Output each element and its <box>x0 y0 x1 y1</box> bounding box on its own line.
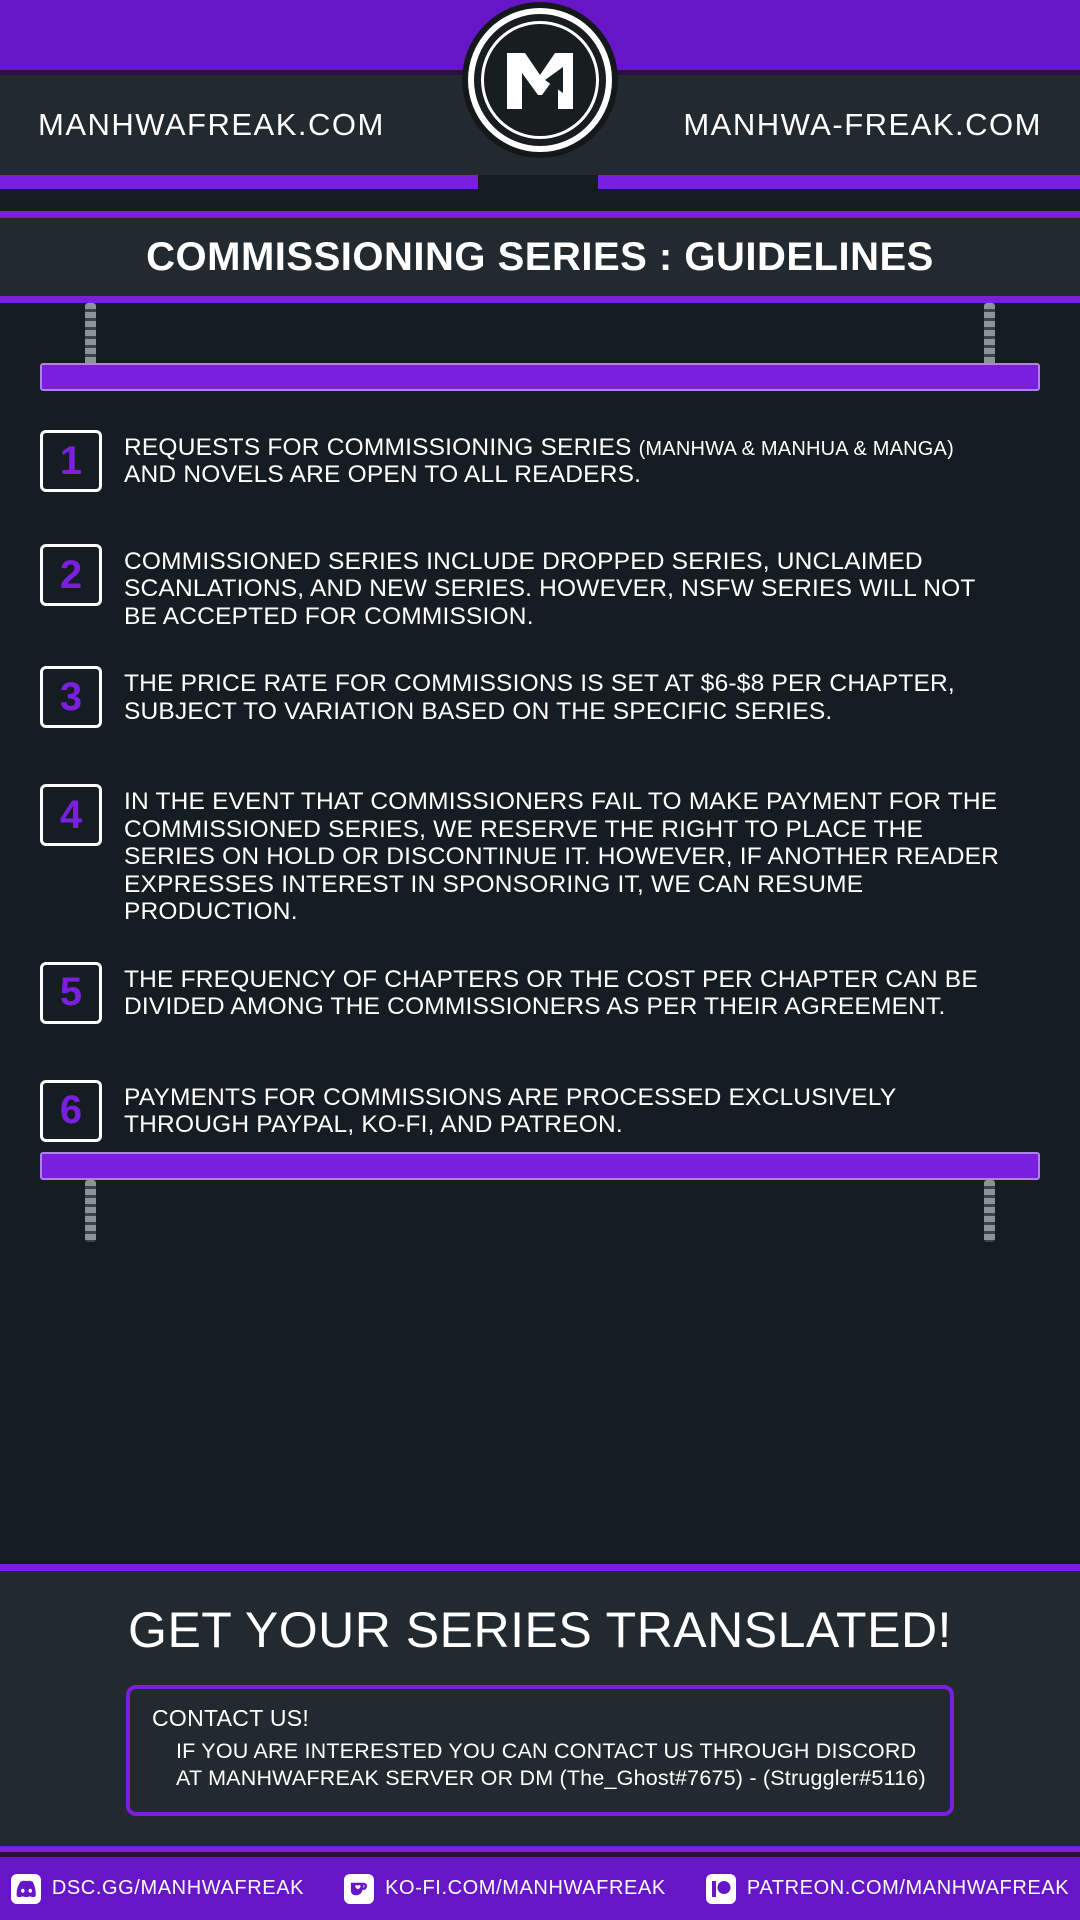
rule-text-paren: (MANHWA & MANHUA & MANGA) <box>638 438 954 460</box>
list-item <box>40 666 1040 728</box>
rule-text: THE FREQUENCY OF CHAPTERS OR THE COST PER CHAPTER CAN BE DIVIDED AMONG THE COMMISSIONERS AS PER THEIR AGREEMENT. <box>124 965 978 1020</box>
social-label-patreon: PATREON.COM/MANHWAFREAK <box>746 1877 1070 1899</box>
rule-text: COMMISSIONED SERIES INCLUDE DROPPED SERIES, UNCLAIMED SCANLATIONS, AND NEW SERIES. HOWEVER, NSFW SERIES WILL NOT BE ACCEPTED FOR COMMISSION. <box>124 548 976 630</box>
list-item <box>40 544 1040 630</box>
rule-text-lead: REQUESTS FOR COMMISSIONING SERIES <box>124 434 639 461</box>
guidelines-title-bar <box>0 211 1080 303</box>
contact-box <box>126 1685 954 1816</box>
underline-bar-right <box>598 175 1080 189</box>
rule-text: PAYMENTS FOR COMMISSIONS ARE PROCESSED EXCLUSIVELY THROUGH PAYPAL, KO-FI, AND PATREON. <box>124 1083 896 1138</box>
chain-right-icon <box>984 303 995 365</box>
list-item <box>40 430 1040 492</box>
footer-section <box>0 1564 1080 1846</box>
hanging-sign-top <box>40 303 1040 408</box>
header-underline-bars <box>0 175 1080 189</box>
footer-heading: GET YOUR SERIES TRANSLATED! <box>128 1602 952 1659</box>
chain-right-icon <box>984 1180 995 1242</box>
guidelines-content <box>0 303 1080 1564</box>
page-title: COMMISSIONING SERIES : GUIDELINES <box>146 234 934 279</box>
rule-text: IN THE EVENT THAT COMMISSIONERS FAIL TO MAKE PAYMENT FOR THE COMMISSIONED SERIES, WE RESERVE THE RIGHT TO PLACE THE SERIES ON HOLD OR DISCONTINUE IT. HOWEVER, IF ANOTHER READER EXPRESSES INTEREST IN SPONSORING IT, WE CAN RESUME PRODUCTION. <box>124 788 1000 926</box>
list-item <box>40 784 1040 925</box>
rules-list <box>40 408 1040 1142</box>
social-label-kofi: KO-FI.COM/MANHWAFREAK <box>385 1877 666 1899</box>
social-label-discord: DSC.GG/MANHWAFREAK <box>51 1877 305 1899</box>
discord-icon <box>11 1874 41 1904</box>
rule-text <box>124 430 1004 489</box>
social-link-discord[interactable] <box>11 1874 304 1904</box>
chain-left-icon <box>85 1180 96 1242</box>
divider-bar-top <box>40 363 1040 391</box>
hanging-sign-bottom <box>40 1152 1040 1257</box>
rule-text: THE PRICE RATE FOR COMMISSIONS IS SET AT $6-$8 PER CHAPTER, SUBJECT TO VARIATION BASED ON THE SPECIFIC SERIES. <box>124 670 955 725</box>
rule-number: 6 <box>40 1080 102 1142</box>
underline-bar-gap <box>478 175 598 189</box>
manhwafreak-logo <box>468 8 612 152</box>
contact-line-1: IF YOU ARE INTERESTED YOU CAN CONTACT US THROUGH DISCORD <box>176 1739 917 1764</box>
rule-number: 5 <box>40 962 102 1024</box>
rule-number: 4 <box>40 784 102 846</box>
contact-line-2: AT MANHWAFREAK SERVER OR DM (The_Ghost#7675) - (Struggler#5116) <box>176 1766 926 1791</box>
social-links-bar <box>0 1852 1080 1920</box>
logo-inner-ring <box>481 21 599 139</box>
patreon-icon <box>706 1874 736 1904</box>
social-link-patreon[interactable] <box>706 1874 1069 1904</box>
underline-bar-left <box>0 175 478 189</box>
rule-number: 1 <box>40 430 102 492</box>
site-name-left: MANHWAFREAK.COM <box>38 107 385 142</box>
divider-bar-bottom <box>40 1152 1040 1180</box>
chain-left-icon <box>85 303 96 365</box>
rule-number: 3 <box>40 666 102 728</box>
social-link-kofi[interactable] <box>344 1874 666 1904</box>
list-item <box>40 1080 1040 1142</box>
list-item <box>40 962 1040 1024</box>
rule-text-tail: AND NOVELS ARE OPEN TO ALL READERS. <box>124 461 642 489</box>
m-logo-icon <box>501 45 579 115</box>
rule-number: 2 <box>40 544 102 606</box>
site-name-right: MANHWA-FREAK.COM <box>683 107 1042 142</box>
kofi-icon <box>344 1874 374 1904</box>
contact-title: CONTACT US! <box>152 1705 310 1732</box>
